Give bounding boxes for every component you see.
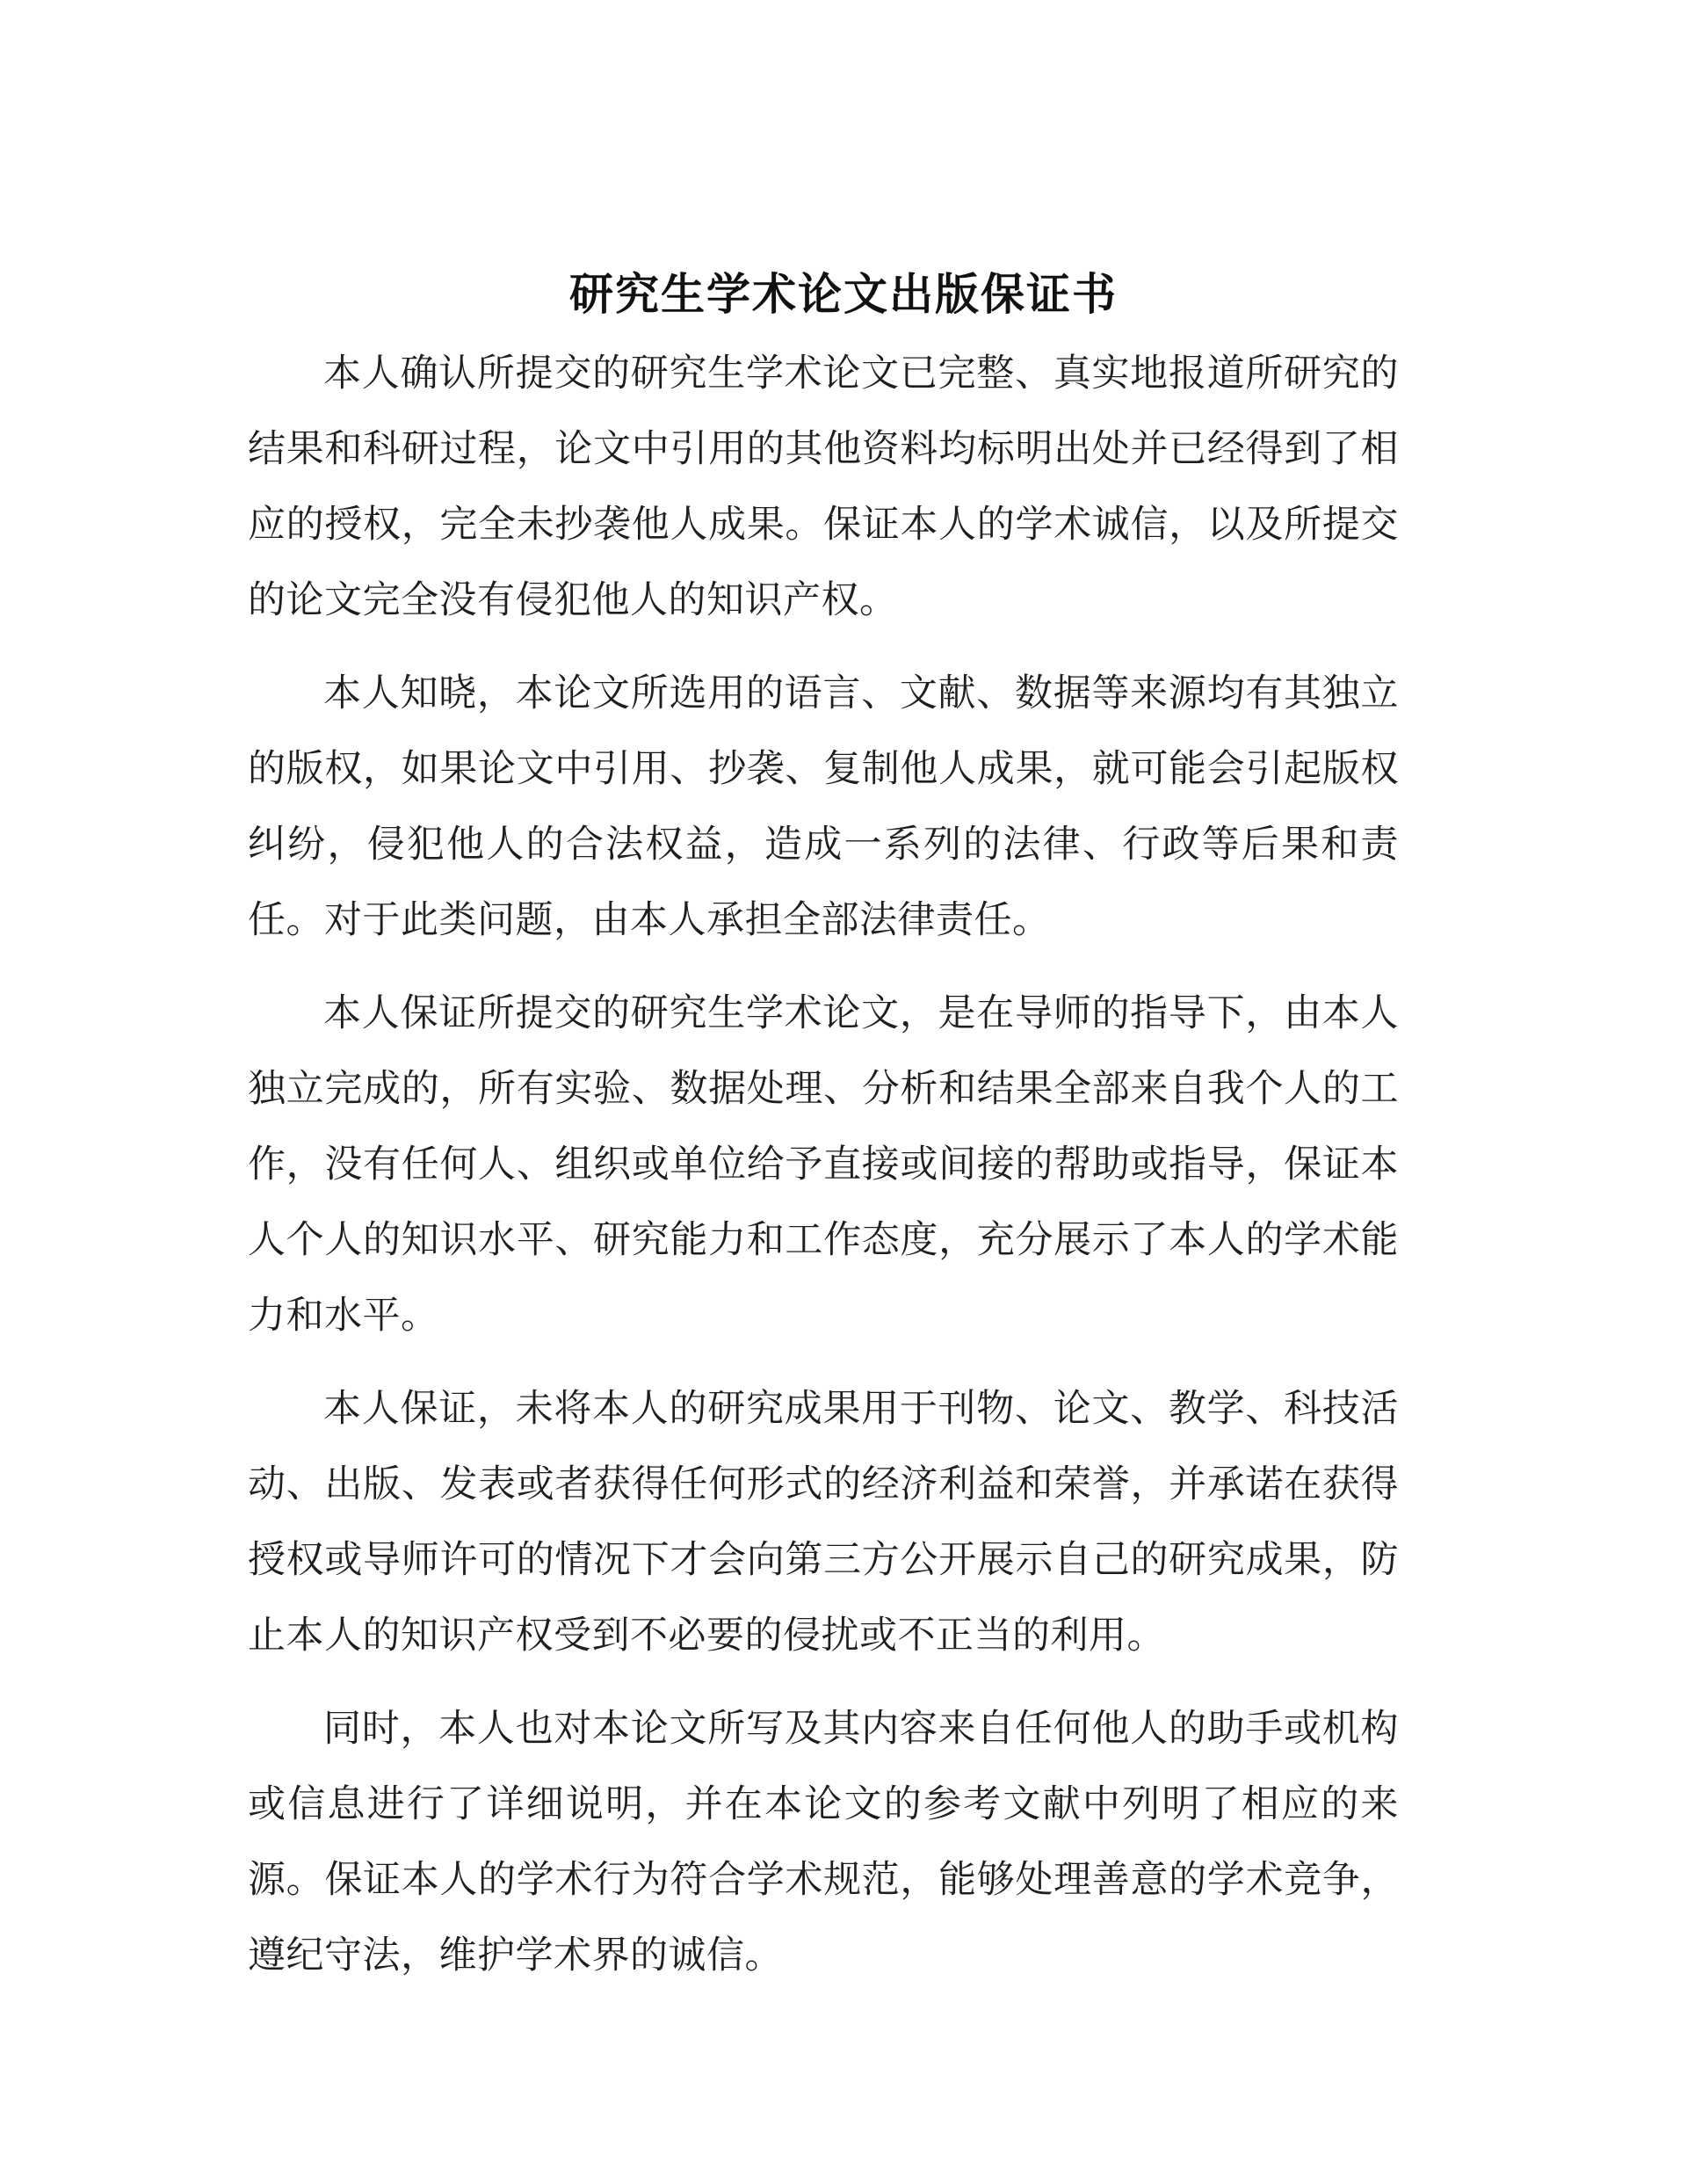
paragraph-1: 本人确认所提交的研究生学术论文已完整、真实地报道所研究的结果和科研过程，论文中引用的其他资料均标明出处并已经得到了相应的授权，完全未抄袭他人成果。保证本人的学术诚信，以及所提交的论文完全没有侵犯他人的知识产权。: [248, 352, 1399, 622]
paragraph-4: 本人保证，未将本人的研究成果用于刊物、论文、教学、科技活动、出版、发表或者获得任何形式的经济利益和荣誉，并承诺在获得授权或导师许可的情况下才会向第三方公开展示自己的研究成果，防止本人的知识产权受到不必要的侵扰或不正当的利用。: [248, 1387, 1399, 1658]
paragraph-3: 本人保证所提交的研究生学术论文，是在导师的指导下，由本人独立完成的，所有实验、数据处理、分析和结果全部来自我个人的工作，没有任何人、组织或单位给予直接或间接的帮助或指导，保证本人个人的知识水平、研究能力和工作态度，充分展示了本人的学术能力和水平。: [248, 991, 1399, 1338]
paragraph-5: 同时，本人也对本论文所写及其内容来自任何他人的助手或机构或信息进行了详细说明，并在本论文的参考文献中列明了相应的来源。保证本人的学术行为符合学术规范，能够处理善意的学术竞争，遵纪守法，维护学术界的诚信。: [248, 1707, 1399, 1977]
paragraph-2: 本人知晓，本论文所选用的语言、文献、数据等来源均有其独立的版权，如果论文中引用、抄袭、复制他人成果，就可能会引起版权纠纷，侵犯他人的合法权益，造成一系列的法律、行政等后果和责任。对于此类问题，由本人承担全部法律责任。: [248, 671, 1399, 942]
document-title: 研究生学术论文出版保证书: [569, 268, 1118, 320]
document-body: [248, 336, 1399, 2011]
